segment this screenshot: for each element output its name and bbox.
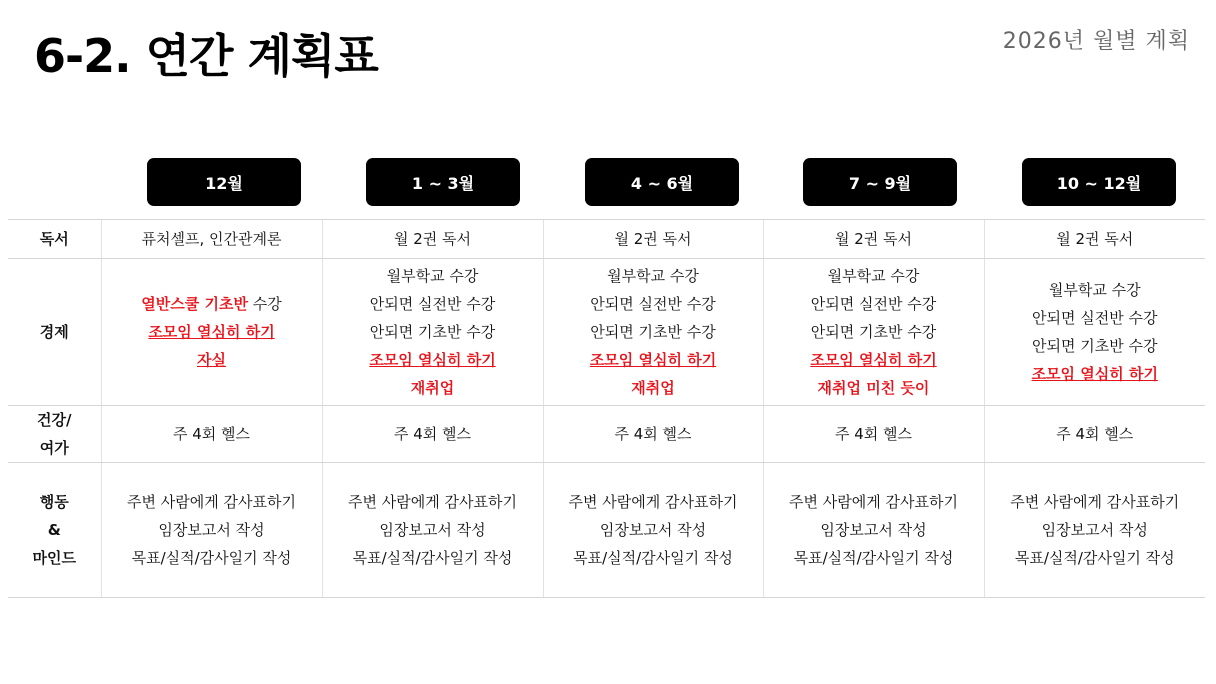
economy-line: [989, 332, 1202, 360]
row-label-economy: 경제: [8, 259, 101, 406]
economy-line: [327, 318, 539, 346]
economy-line: [548, 374, 759, 402]
economy-line: [768, 346, 980, 374]
plan-text: 안되면 실전반 수강: [810, 295, 937, 313]
mind-line: 목표/실적/감사일기 작성: [573, 549, 733, 567]
highlighted-goal: 조모임 열심히 하기: [369, 351, 496, 369]
row-label-line: 건강/: [37, 411, 72, 429]
plan-text: 안되면 기초반 수강: [810, 323, 937, 341]
plan-text: 월부학교 수강: [386, 267, 479, 285]
plan-text: 안되면 실전반 수강: [1032, 309, 1158, 327]
highlighted-goal: 조모임 열심히 하기: [1031, 365, 1158, 383]
highlighted-goal: 재취업 미친 듯이: [817, 379, 930, 397]
mind-line: 주변 사람에게 감사표하기: [127, 493, 296, 511]
highlighted-goal: 조모임 열심히 하기: [148, 323, 275, 341]
mind-line: 주변 사람에게 감사표하기: [568, 493, 738, 511]
highlighted-goal: 재취업: [631, 379, 675, 397]
row-label-line: 여가: [39, 439, 69, 457]
economy-line: [548, 318, 759, 346]
period-header-dec: 12월: [147, 158, 301, 206]
mind-line: 주변 사람에게 감사표하기: [789, 493, 958, 511]
economy-line: [989, 360, 1202, 388]
reading-cell: 월 2권 독서: [763, 220, 984, 259]
economy-line: [106, 290, 318, 318]
row-label-health: [8, 406, 101, 463]
health-cell: 주 4회 헬스: [984, 406, 1205, 463]
plan-text: 안되면 실전반 수강: [369, 295, 496, 313]
highlighted-goal: 조모임 열심히 하기: [589, 351, 717, 369]
row-label-line: 마인드: [32, 549, 76, 567]
plan-text: 월부학교 수강: [1048, 281, 1141, 299]
mind-line: 임장보고서 작성: [158, 521, 265, 539]
economy-line: [548, 346, 759, 374]
period-header-q3: 7 ~ 9월: [803, 158, 957, 206]
mind-cell: [322, 463, 543, 598]
economy-line: [327, 262, 539, 290]
economy-line: [106, 346, 318, 374]
economy-cell: [543, 259, 763, 406]
highlighted-goal: 재취업: [410, 379, 455, 397]
period-header-q4: 10 ~ 12월: [1022, 158, 1176, 206]
economy-line: [327, 374, 539, 402]
mind-line: 목표/실적/감사일기 작성: [131, 549, 292, 567]
mind-line: 목표/실적/감사일기 작성: [1014, 549, 1175, 567]
economy-line: [548, 262, 759, 290]
economy-line: [768, 374, 980, 402]
row-label-line: &: [47, 521, 61, 539]
row-label-reading: 독서: [8, 220, 101, 259]
mind-cell: [101, 463, 322, 598]
plan-text: 안되면 기초반 수강: [369, 323, 496, 341]
plan-text: 안되면 실전반 수강: [590, 295, 716, 313]
mind-cell: [984, 463, 1205, 598]
page-title: 6-2. 연간 계획표: [34, 29, 378, 83]
plan-text: 월부학교 수강: [607, 267, 699, 285]
mind-cell: [543, 463, 763, 598]
annual-plan-table: [8, 219, 1205, 598]
table-row-economy: [8, 259, 1205, 406]
economy-cell: [984, 259, 1205, 406]
economy-line: [548, 290, 759, 318]
health-cell: 주 4회 헬스: [322, 406, 543, 463]
row-label-mind: [8, 463, 101, 598]
mind-cell: [763, 463, 984, 598]
table-row-mind: [8, 463, 1205, 598]
plan-text: 안되면 기초반 수강: [1032, 337, 1158, 355]
period-header-q2: 4 ~ 6월: [585, 158, 739, 206]
mind-line: 주변 사람에게 감사표하기: [348, 493, 517, 511]
plan-text: 수강: [247, 295, 282, 313]
mind-line: 임장보고서 작성: [379, 521, 486, 539]
health-cell: 주 4회 헬스: [763, 406, 984, 463]
economy-line: [327, 290, 539, 318]
highlighted-goal: 자실: [197, 351, 226, 369]
highlighted-goal: 열반스쿨 기초반: [141, 295, 248, 313]
economy-cell: [763, 259, 984, 406]
health-cell: 주 4회 헬스: [101, 406, 322, 463]
economy-line: [327, 346, 539, 374]
reading-cell: 월 2권 독서: [984, 220, 1205, 259]
reading-cell: 월 2권 독서: [543, 220, 763, 259]
mind-line: 주변 사람에게 감사표하기: [1010, 493, 1180, 511]
table-row-health: [8, 406, 1205, 463]
mind-line: 임장보고서 작성: [1041, 521, 1148, 539]
page-subtitle: 2026년 월별 계획: [1002, 29, 1190, 54]
economy-line: [106, 318, 318, 346]
economy-line: [768, 262, 980, 290]
reading-cell: 월 2권 독서: [322, 220, 543, 259]
economy-cell: [101, 259, 322, 406]
plan-text: 안되면 기초반 수강: [590, 323, 716, 341]
economy-line: [989, 304, 1202, 332]
highlighted-goal: 조모임 열심히 하기: [810, 351, 937, 369]
mind-line: 목표/실적/감사일기 작성: [352, 549, 513, 567]
economy-line: [989, 276, 1202, 304]
mind-line: 임장보고서 작성: [820, 521, 927, 539]
period-header-q1: 1 ~ 3월: [366, 158, 520, 206]
health-cell: 주 4회 헬스: [543, 406, 763, 463]
table-row-reading: [8, 220, 1205, 259]
plan-text: 월부학교 수강: [827, 267, 920, 285]
economy-line: [768, 290, 980, 318]
period-header-row: [0, 158, 1216, 206]
row-label-line: 행동: [39, 493, 69, 511]
reading-cell: 퓨처셀프, 인간관계론: [101, 220, 322, 259]
mind-line: 임장보고서 작성: [599, 521, 707, 539]
economy-line: [768, 318, 980, 346]
economy-cell: [322, 259, 543, 406]
mind-line: 목표/실적/감사일기 작성: [793, 549, 954, 567]
